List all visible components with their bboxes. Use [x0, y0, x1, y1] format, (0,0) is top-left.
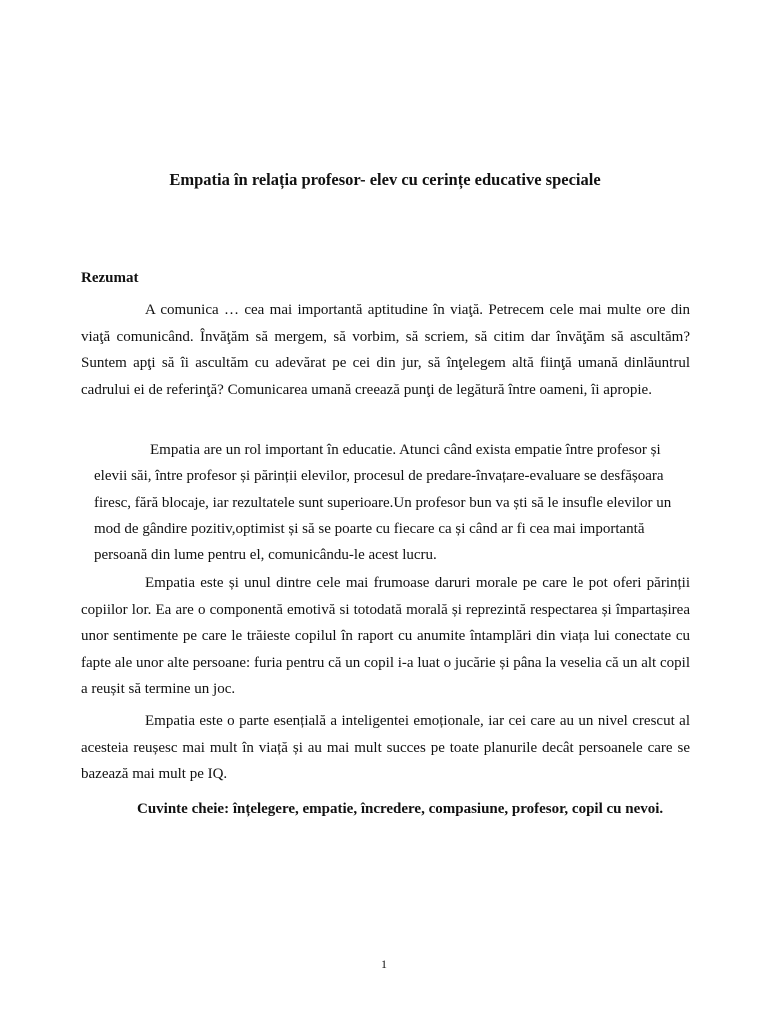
page-number: 1	[381, 957, 387, 971]
keywords: Cuvinte cheie: înțelegere, empatie, încredere, compasiune, profesor, copil cu nevoi.	[137, 801, 664, 817]
document-title: Empatia în relația profesor- elev cu cerințe educative speciale	[169, 170, 601, 189]
abstract-heading: Rezumat	[81, 270, 139, 286]
paragraph-communication: A comunica … cea mai importantă aptitudine în viaţă. Petrecem cele mai multe ore din viaţă comunicând. Învăţăm să mergem, să vorbim, să scriem, să citim dar învăţăm să ascultăm? Suntem apţi să îi ascultăm cu adevărat pe cei din jur, să înţelegem altă fiinţă umană dinlăuntrul cadrului ei de referinţă? Comunicarea umană creează punţi de legătură între oameni, îi apropie.	[81, 302, 690, 398]
paragraph-emotional-intelligence: Empatia este o parte esențială a inteligentei emoționale, iar cei care au un nivel crescut al acesteia reușesc mai mult în viață și au mai mult succes pe toate planurile decât persoanele care se bazează mai mult pe IQ.	[81, 713, 690, 783]
paragraph-empathy-education: Empatia are un rol important în educatie. Atunci când exista empatie între profesor și elevii săi, între profesor și părinții elevilor, procesul de predare-învațare-evaluare se desfășoara firesc, fără blocaje, iar rezultatele sunt superioare.Un profesor bun va ști să le insufle elevilor un mod de gândire pozitiv,optimist și să se poarte cu fiecare ca și când ar fi cea mai importantă persoană din lume pentru el, comunicându-le acest lucru.	[94, 442, 672, 564]
paragraph-empathy-parents: Empatia este și unul dintre cele mai frumoase daruri morale pe care le pot oferi părinții copiilor lor. Ea are o componentă emotivă si totodată morală și reprezintă respectarea și împartașirea unor sentimente pe care le trăieste copilul în raport cu anumite întamplări din viața lui conectate cu fapte ale unor alte persoane: furia pentru că un copil i-a luat o jucărie și pâna la veselia că un alt copil a reușit să termine un joc.	[81, 575, 690, 698]
